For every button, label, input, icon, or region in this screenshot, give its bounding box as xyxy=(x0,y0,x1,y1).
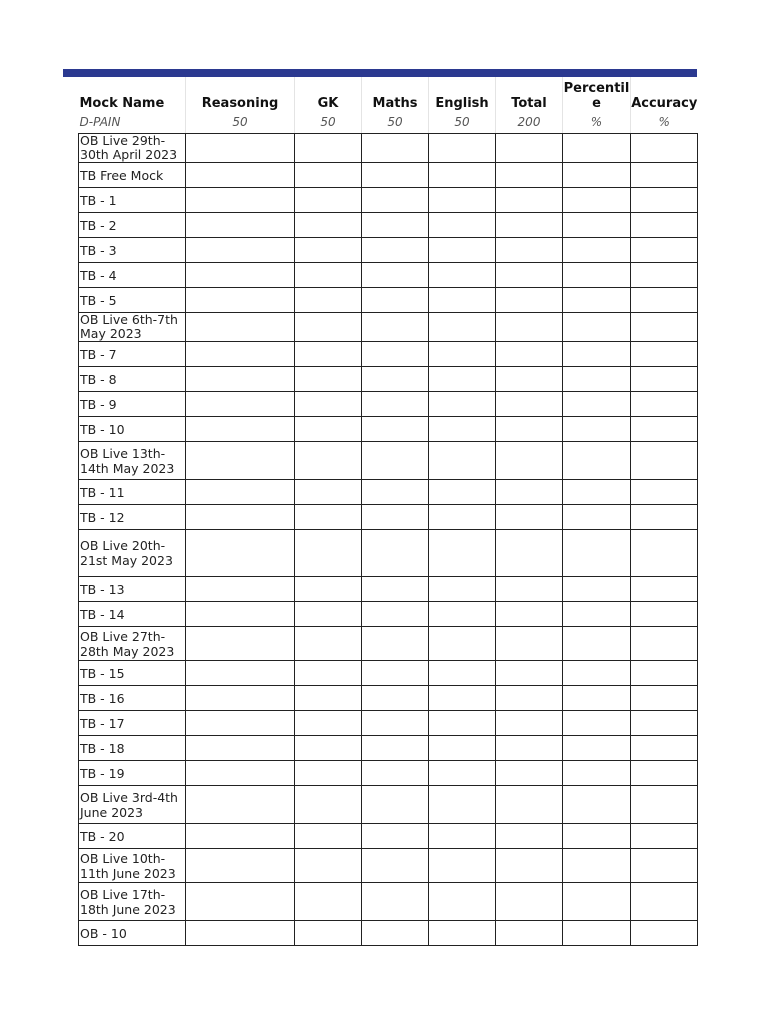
subheader-english-max: 50 xyxy=(429,113,496,134)
score-cell[interactable] xyxy=(362,883,429,921)
score-cell[interactable] xyxy=(295,627,362,661)
mock-name-cell: TB - 10 xyxy=(79,417,186,442)
table-row xyxy=(79,263,698,288)
table-row xyxy=(79,686,698,711)
score-cell[interactable] xyxy=(496,824,563,849)
score-cell[interactable] xyxy=(186,661,295,686)
score-cell[interactable] xyxy=(295,392,362,417)
score-cell[interactable] xyxy=(362,627,429,661)
header-accent-bar xyxy=(63,69,697,77)
score-cell[interactable] xyxy=(295,213,362,238)
score-cell[interactable] xyxy=(362,367,429,392)
score-cell[interactable] xyxy=(295,417,362,442)
score-cell[interactable] xyxy=(362,921,429,946)
table-row xyxy=(79,602,698,627)
score-cell[interactable] xyxy=(429,288,496,313)
score-cell[interactable] xyxy=(429,342,496,367)
subheader-total-max: 200 xyxy=(496,113,563,134)
score-cell[interactable] xyxy=(362,711,429,736)
score-cell[interactable] xyxy=(631,530,698,577)
mock-name-cell: OB Live 10th-11th June 2023 xyxy=(79,849,186,883)
score-cell[interactable] xyxy=(186,786,295,824)
score-cell[interactable] xyxy=(429,736,496,761)
mock-name-cell: TB - 14 xyxy=(79,602,186,627)
score-cell[interactable] xyxy=(563,505,631,530)
subheader-reasoning-max: 50 xyxy=(186,113,295,134)
score-cell[interactable] xyxy=(186,288,295,313)
score-cell[interactable] xyxy=(496,417,563,442)
score-cell[interactable] xyxy=(295,530,362,577)
score-cell[interactable] xyxy=(295,824,362,849)
score-cell[interactable] xyxy=(186,505,295,530)
score-cell[interactable] xyxy=(496,505,563,530)
score-cell[interactable] xyxy=(186,163,295,188)
mock-name-cell: TB - 8 xyxy=(79,367,186,392)
score-cell[interactable] xyxy=(362,417,429,442)
score-cell[interactable] xyxy=(429,367,496,392)
score-cell[interactable] xyxy=(496,367,563,392)
score-cell[interactable] xyxy=(186,602,295,627)
table-row xyxy=(79,213,698,238)
score-cell[interactable] xyxy=(186,367,295,392)
score-cell[interactable] xyxy=(429,921,496,946)
mock-name-cell: OB Live 27th-28th May 2023 xyxy=(79,627,186,661)
score-cell[interactable] xyxy=(295,761,362,786)
score-cell[interactable] xyxy=(186,577,295,602)
score-cell[interactable] xyxy=(496,342,563,367)
score-cell[interactable] xyxy=(295,736,362,761)
mock-name-cell: OB Live 6th-7th May 2023 xyxy=(79,313,186,342)
column-header-mock-name: Mock Name xyxy=(79,77,186,113)
score-cell[interactable] xyxy=(295,288,362,313)
score-cell[interactable] xyxy=(186,442,295,480)
score-cell[interactable] xyxy=(429,134,496,163)
score-cell[interactable] xyxy=(631,480,698,505)
score-cell[interactable] xyxy=(631,711,698,736)
score-cell[interactable] xyxy=(186,417,295,442)
score-cell[interactable] xyxy=(295,686,362,711)
score-cell[interactable] xyxy=(362,313,429,342)
score-cell[interactable] xyxy=(631,213,698,238)
score-cell[interactable] xyxy=(429,686,496,711)
score-cell[interactable] xyxy=(563,577,631,602)
table-row xyxy=(79,530,698,577)
score-cell[interactable] xyxy=(186,238,295,263)
score-cell[interactable] xyxy=(295,238,362,263)
score-cell[interactable] xyxy=(631,577,698,602)
mock-name-cell: TB - 7 xyxy=(79,342,186,367)
score-cell[interactable] xyxy=(563,602,631,627)
score-cell[interactable] xyxy=(563,313,631,342)
score-cell[interactable] xyxy=(186,686,295,711)
score-cell[interactable] xyxy=(563,761,631,786)
mock-name-cell: TB - 12 xyxy=(79,505,186,530)
score-cell[interactable] xyxy=(186,824,295,849)
mock-name-cell: TB - 2 xyxy=(79,213,186,238)
score-cell[interactable] xyxy=(362,661,429,686)
score-cell[interactable] xyxy=(362,213,429,238)
score-cell[interactable] xyxy=(563,392,631,417)
score-cell[interactable] xyxy=(496,263,563,288)
mock-name-cell: TB - 4 xyxy=(79,263,186,288)
score-cell[interactable] xyxy=(496,786,563,824)
score-cell[interactable] xyxy=(563,288,631,313)
score-cell[interactable] xyxy=(429,505,496,530)
mock-score-table xyxy=(78,77,698,946)
table-row xyxy=(79,849,698,883)
score-cell[interactable] xyxy=(362,736,429,761)
score-cell[interactable] xyxy=(631,342,698,367)
score-cell[interactable] xyxy=(429,711,496,736)
score-cell[interactable] xyxy=(429,392,496,417)
table-row xyxy=(79,480,698,505)
score-cell[interactable] xyxy=(186,480,295,505)
mock-name-cell: OB Live 3rd-4th June 2023 xyxy=(79,786,186,824)
score-cell[interactable] xyxy=(563,661,631,686)
score-cell[interactable] xyxy=(631,849,698,883)
score-cell[interactable] xyxy=(429,627,496,661)
score-cell[interactable] xyxy=(631,602,698,627)
score-cell[interactable] xyxy=(563,213,631,238)
mock-name-cell: TB - 19 xyxy=(79,761,186,786)
score-cell[interactable] xyxy=(631,686,698,711)
score-cell[interactable] xyxy=(496,577,563,602)
mock-name-cell: TB - 11 xyxy=(79,480,186,505)
mock-name-cell: OB - 10 xyxy=(79,921,186,946)
score-cell[interactable] xyxy=(295,883,362,921)
mock-name-cell: OB Live 13th-14th May 2023 xyxy=(79,442,186,480)
score-cell[interactable] xyxy=(631,661,698,686)
score-cell[interactable] xyxy=(631,883,698,921)
score-cell[interactable] xyxy=(429,480,496,505)
table-row xyxy=(79,577,698,602)
score-cell[interactable] xyxy=(496,530,563,577)
mock-name-cell: OB Live 20th-21st May 2023 xyxy=(79,530,186,577)
score-cell[interactable] xyxy=(496,921,563,946)
score-cell[interactable] xyxy=(631,736,698,761)
score-cell[interactable] xyxy=(563,480,631,505)
score-cell[interactable] xyxy=(496,163,563,188)
subheader-gk-max: 50 xyxy=(295,113,362,134)
score-cell[interactable] xyxy=(362,238,429,263)
score-cell[interactable] xyxy=(362,288,429,313)
column-header-english: English xyxy=(429,77,496,113)
score-cell[interactable] xyxy=(496,602,563,627)
score-cell[interactable] xyxy=(186,761,295,786)
score-cell[interactable] xyxy=(631,417,698,442)
score-cell[interactable] xyxy=(362,392,429,417)
score-cell[interactable] xyxy=(362,163,429,188)
score-cell[interactable] xyxy=(631,786,698,824)
score-cell[interactable] xyxy=(563,263,631,288)
column-header-percentile: Percentil e xyxy=(563,77,631,113)
score-cell[interactable] xyxy=(563,134,631,163)
score-cell[interactable] xyxy=(429,442,496,480)
score-cell[interactable] xyxy=(186,213,295,238)
table-row xyxy=(79,313,698,342)
score-cell[interactable] xyxy=(429,602,496,627)
score-cell[interactable] xyxy=(429,263,496,288)
score-cell[interactable] xyxy=(496,213,563,238)
score-cell[interactable] xyxy=(631,392,698,417)
score-cell[interactable] xyxy=(496,661,563,686)
mock-name-cell: TB - 1 xyxy=(79,188,186,213)
table-row xyxy=(79,627,698,661)
score-cell[interactable] xyxy=(295,342,362,367)
score-cell[interactable] xyxy=(429,213,496,238)
score-cell[interactable] xyxy=(496,711,563,736)
score-cell[interactable] xyxy=(429,313,496,342)
score-cell[interactable] xyxy=(563,442,631,480)
score-cell[interactable] xyxy=(563,367,631,392)
score-cell[interactable] xyxy=(186,342,295,367)
score-cell[interactable] xyxy=(496,288,563,313)
score-cell[interactable] xyxy=(631,921,698,946)
score-cell[interactable] xyxy=(631,134,698,163)
score-cell[interactable] xyxy=(429,849,496,883)
table-row xyxy=(79,661,698,686)
score-cell[interactable] xyxy=(496,686,563,711)
score-cell[interactable] xyxy=(563,530,631,577)
score-cell[interactable] xyxy=(186,711,295,736)
score-cell[interactable] xyxy=(563,417,631,442)
score-cell[interactable] xyxy=(429,530,496,577)
mock-name-cell: TB - 16 xyxy=(79,686,186,711)
score-cell[interactable] xyxy=(295,367,362,392)
score-cell[interactable] xyxy=(631,263,698,288)
table-row xyxy=(79,883,698,921)
score-cell[interactable] xyxy=(295,602,362,627)
score-cell[interactable] xyxy=(563,711,631,736)
score-cell[interactable] xyxy=(362,263,429,288)
score-cell[interactable] xyxy=(563,824,631,849)
score-cell[interactable] xyxy=(429,238,496,263)
score-cell[interactable] xyxy=(362,761,429,786)
score-cell[interactable] xyxy=(295,134,362,163)
score-cell[interactable] xyxy=(295,480,362,505)
score-cell[interactable] xyxy=(563,786,631,824)
score-cell[interactable] xyxy=(496,883,563,921)
score-cell[interactable] xyxy=(631,288,698,313)
score-cell[interactable] xyxy=(496,313,563,342)
table-row xyxy=(79,921,698,946)
score-cell[interactable] xyxy=(295,313,362,342)
score-cell[interactable] xyxy=(563,627,631,661)
table-row xyxy=(79,824,698,849)
score-cell[interactable] xyxy=(295,505,362,530)
score-cell[interactable] xyxy=(295,711,362,736)
score-cell[interactable] xyxy=(362,530,429,577)
table-row xyxy=(79,367,698,392)
score-cell[interactable] xyxy=(295,442,362,480)
score-cell[interactable] xyxy=(295,786,362,824)
column-header-total: Total xyxy=(496,77,563,113)
score-cell[interactable] xyxy=(429,188,496,213)
score-cell[interactable] xyxy=(496,480,563,505)
score-cell[interactable] xyxy=(295,163,362,188)
score-cell[interactable] xyxy=(362,577,429,602)
score-cell[interactable] xyxy=(563,163,631,188)
score-cell[interactable] xyxy=(362,480,429,505)
mock-name-cell: OB Live 29th-30th April 2023 xyxy=(79,134,186,163)
table-row xyxy=(79,505,698,530)
score-cell[interactable] xyxy=(496,761,563,786)
score-cell[interactable] xyxy=(295,661,362,686)
score-cell[interactable] xyxy=(429,824,496,849)
subheader-d-pain: D-PAIN xyxy=(79,113,186,134)
score-cell[interactable] xyxy=(362,134,429,163)
score-cell[interactable] xyxy=(496,849,563,883)
score-cell[interactable] xyxy=(186,263,295,288)
table-row xyxy=(79,392,698,417)
score-cell[interactable] xyxy=(186,313,295,342)
score-cell[interactable] xyxy=(496,442,563,480)
score-cell[interactable] xyxy=(563,188,631,213)
table-row xyxy=(79,238,698,263)
score-cell[interactable] xyxy=(186,530,295,577)
score-cell[interactable] xyxy=(563,883,631,921)
score-cell[interactable] xyxy=(631,163,698,188)
score-cell[interactable] xyxy=(631,238,698,263)
score-cell[interactable] xyxy=(362,505,429,530)
table-row xyxy=(79,188,698,213)
score-cell[interactable] xyxy=(563,849,631,883)
score-cell[interactable] xyxy=(295,849,362,883)
score-cell[interactable] xyxy=(362,342,429,367)
score-cell[interactable] xyxy=(362,824,429,849)
score-cell[interactable] xyxy=(631,824,698,849)
score-cell[interactable] xyxy=(429,786,496,824)
score-cell[interactable] xyxy=(295,263,362,288)
score-cell[interactable] xyxy=(362,442,429,480)
table-row xyxy=(79,342,698,367)
score-cell[interactable] xyxy=(362,602,429,627)
mock-name-cell: TB - 5 xyxy=(79,288,186,313)
table-row xyxy=(79,442,698,480)
score-cell[interactable] xyxy=(186,392,295,417)
mock-name-cell: OB Live 17th-18th June 2023 xyxy=(79,883,186,921)
score-cell[interactable] xyxy=(631,442,698,480)
mock-name-cell: TB Free Mock xyxy=(79,163,186,188)
score-cell[interactable] xyxy=(563,686,631,711)
score-cell[interactable] xyxy=(429,661,496,686)
subheader-percentile-unit: % xyxy=(563,113,631,134)
mock-name-cell: TB - 3 xyxy=(79,238,186,263)
score-cell[interactable] xyxy=(631,761,698,786)
score-cell[interactable] xyxy=(186,849,295,883)
column-header-maths: Maths xyxy=(362,77,429,113)
subheader-accuracy-unit: % xyxy=(631,113,698,134)
mock-name-cell: TB - 18 xyxy=(79,736,186,761)
table-row xyxy=(79,711,698,736)
score-cell[interactable] xyxy=(496,392,563,417)
score-cell[interactable] xyxy=(186,188,295,213)
score-cell[interactable] xyxy=(563,342,631,367)
score-cell[interactable] xyxy=(496,627,563,661)
score-cell[interactable] xyxy=(496,134,563,163)
score-cell[interactable] xyxy=(362,686,429,711)
subheader-maths-max: 50 xyxy=(362,113,429,134)
table-row xyxy=(79,288,698,313)
score-cell[interactable] xyxy=(563,921,631,946)
score-cell[interactable] xyxy=(429,883,496,921)
score-cell[interactable] xyxy=(429,577,496,602)
score-cell[interactable] xyxy=(186,736,295,761)
score-cell[interactable] xyxy=(186,921,295,946)
score-cell[interactable] xyxy=(496,188,563,213)
table-row xyxy=(79,761,698,786)
score-cell[interactable] xyxy=(362,188,429,213)
table-body xyxy=(79,134,698,946)
table-row xyxy=(79,417,698,442)
column-header-reasoning: Reasoning xyxy=(186,77,295,113)
mock-name-cell: TB - 15 xyxy=(79,661,186,686)
score-cell[interactable] xyxy=(429,761,496,786)
score-cell[interactable] xyxy=(429,163,496,188)
score-cell[interactable] xyxy=(295,188,362,213)
table-row xyxy=(79,163,698,188)
score-cell[interactable] xyxy=(631,313,698,342)
mock-name-cell: TB - 9 xyxy=(79,392,186,417)
score-cell[interactable] xyxy=(631,505,698,530)
mock-name-cell: TB - 17 xyxy=(79,711,186,736)
score-cell[interactable] xyxy=(186,627,295,661)
score-cell[interactable] xyxy=(631,367,698,392)
score-cell[interactable] xyxy=(362,849,429,883)
mock-name-cell: TB - 20 xyxy=(79,824,186,849)
score-cell[interactable] xyxy=(563,238,631,263)
score-cell[interactable] xyxy=(631,188,698,213)
score-cell[interactable] xyxy=(631,627,698,661)
column-header-accuracy: Accuracy xyxy=(631,96,698,111)
score-cell[interactable] xyxy=(362,786,429,824)
score-cell[interactable] xyxy=(429,417,496,442)
column-header-gk: GK xyxy=(295,77,362,113)
table-row xyxy=(79,736,698,761)
score-cell[interactable] xyxy=(186,883,295,921)
score-cell[interactable] xyxy=(186,134,295,163)
score-cell[interactable] xyxy=(563,736,631,761)
score-cell[interactable] xyxy=(496,736,563,761)
table-row xyxy=(79,786,698,824)
score-cell[interactable] xyxy=(295,577,362,602)
mock-name-cell: TB - 13 xyxy=(79,577,186,602)
score-cell[interactable] xyxy=(295,921,362,946)
table-row xyxy=(79,134,698,163)
score-cell[interactable] xyxy=(496,238,563,263)
